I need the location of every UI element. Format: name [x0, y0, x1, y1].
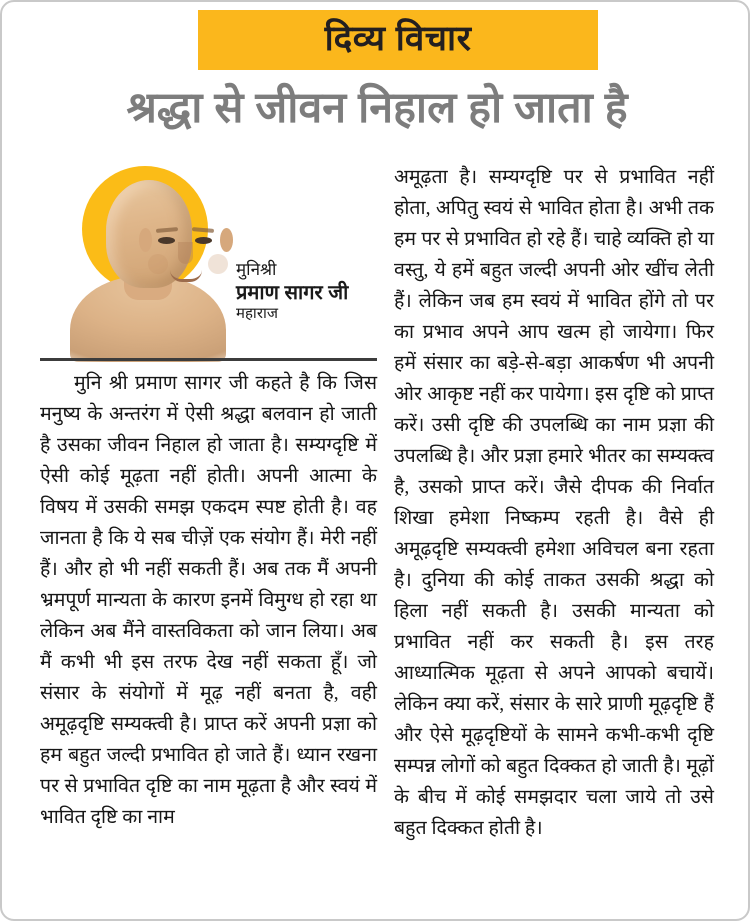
masthead-banner — [198, 10, 598, 70]
author-credit-prefix: मुनिश्री — [236, 260, 277, 279]
portrait-head — [106, 180, 192, 288]
column-left — [40, 162, 377, 902]
author-credit-suffix: महाराज — [236, 305, 278, 323]
portrait-brow-right — [192, 227, 214, 233]
portrait-brow-left — [156, 227, 178, 233]
article-body-right — [394, 162, 714, 844]
monk-portrait-image — [68, 172, 228, 354]
portrait-cheek-left — [148, 254, 168, 274]
author-credit — [236, 260, 378, 323]
portrait-ear-left — [139, 228, 152, 252]
portrait-nose — [178, 242, 193, 264]
portrait-eye-left — [158, 237, 175, 244]
article-headline: श्रद्धा से जीवन निहाल हो जाता है — [126, 84, 628, 132]
masthead — [2, 10, 750, 72]
portrait-block — [40, 162, 377, 352]
portrait-mouth — [170, 270, 202, 282]
masthead-title: दिव्य विचार — [324, 18, 472, 58]
portrait-eye-right — [195, 237, 212, 244]
article-paragraph-left: मुनि श्री प्रमाण सागर जी कहते है कि जिस मनुष्य के अन्तरंग में ऐसी श्रद्धा बलवान हो जाती है उसका जीवन निहाल हो जाता है। सम्यग्दृष्टि में ऐसी कोई मूढ़ता नहीं होती। अपनी आत्मा के विषय में उसकी समझ एकदम स्पष्ट होती है। वह जानता है कि ये सब चीज़ें एक संयोग हैं। मेरी नहीं हैं। और हो भी नहीं सकती हैं। अब तक मैं अपनी भ्रमपूर्ण मान्यता के कारण इनमें विमुग्ध हो रहा था लेकिन अब मैंने वास्तविकता को जान लिया। अब मैं कभी भी इस तरफ देख नहीं सकता हूँ। जो संसार के संयोगों में मूढ़ नहीं बनता है, वही अमूढ़दृष्टि सम्यक्त्वी है। प्राप्त करें अपनी प्रज्ञा को हम बहुत जल्दी प्रभावित हो जाते हैं। ध्यान रखना पर से प्रभावित दृष्टि का नाम मूढ़ता है और स्वयं में भावित दृष्टि का नाम — [40, 373, 377, 828]
column-right — [394, 162, 731, 902]
article-paragraph-right: अमूढ़ता है। सम्यग्दृष्टि पर से प्रभावित नहीं होता, अपितु स्वयं से भावित होता है। अभी तक हम पर से प्रभावित हो रहे हैं। चाहे व्यक्ति हो या वस्तु, ये हमें बहुत जल्दी अपनी ओर खींच लेती हैं। लेकिन जब हम स्वयं में भावित होंगे तो पर का प्रभाव अपने आप खत्म हो जायेगा। फिर हमें संसार का बड़े-से-बड़ा आकर्षण भी अपनी ओर आकृष्ट नहीं कर पायेगा। इस दृष्टि को प्राप्त करें। उसी दृष्टि की उपलब्धि का नाम प्रज्ञा की उपलब्धि है। और प्रज्ञा हमारे भीतर का सम्यक्त्व है, उसको प्राप्त करें। जैसे दीपक की निर्वात शिखा हमेशा निष्कम्प रहती है। वैसे ही अमूढ़दृष्टि सम्यक्त्वी हमेशा अविचल बना रहता है। दुनिया की कोई ताकत उसकी श्रद्धा को हिला नहीं सकती है। उसकी मान्यता को प्रभावित नहीं कर सकती है। इस तरह आध्यात्मिक मूढ़ता से अपने आपको बचायें। लेकिन क्या करें, संसार के सारे प्राणी मूढ़दृष्टि हैं और ऐसे मूढ़दृष्टियों के सामने कभी-कभी दृष्टि सम्पन्न लोगों को बहुत दिक्कत हो जाती है। मूढ़ों के बीच में कोई समझदार चला जाये तो उसे बहुत दिक्कत होती है। — [394, 167, 714, 839]
portrait-ear-right — [220, 228, 233, 252]
column-rule — [40, 358, 377, 361]
author-credit-name: प्रमाण सागर जी — [236, 281, 349, 304]
article-columns — [2, 162, 750, 902]
article-body-left — [40, 368, 377, 833]
portrait-cheek-right — [208, 254, 228, 274]
